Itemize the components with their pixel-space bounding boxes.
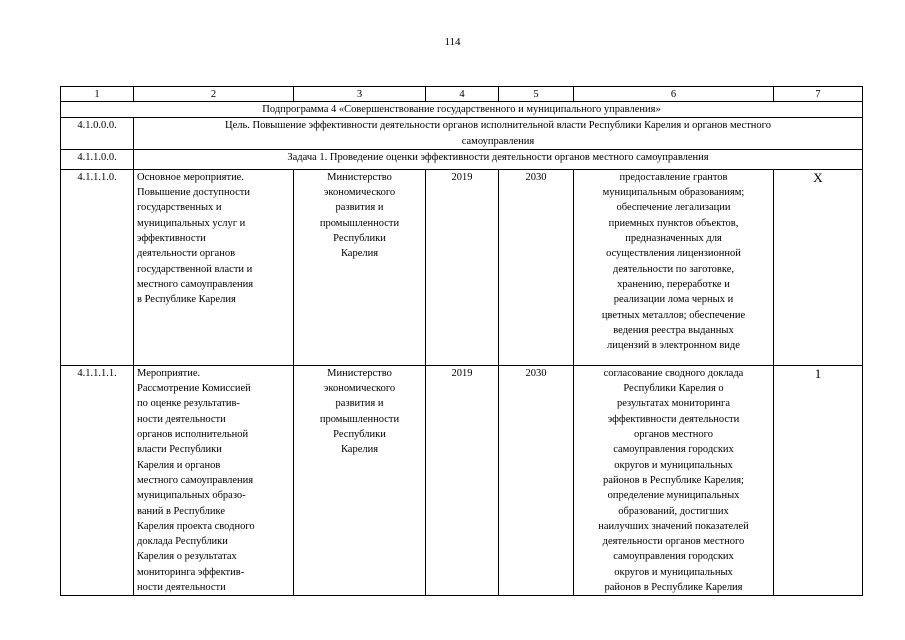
- cell-text-line: по оценке результатив-: [137, 398, 240, 410]
- cell-text-line: местного самоуправления: [137, 278, 254, 290]
- cell-text-line: эффективности: [137, 233, 206, 245]
- cell-text-line: власти Республики: [137, 444, 222, 456]
- cell-text-line: Рассмотрение Комиссией: [137, 383, 251, 395]
- cell-text-line: районов в Республике Карелия;: [603, 474, 744, 486]
- cell-text-line: реализации лома черных и: [613, 294, 734, 306]
- column-number-row: [61, 87, 863, 102]
- column-number: 6: [574, 87, 774, 102]
- row-link: X: [774, 169, 863, 365]
- cell-text-line: промышленности: [319, 217, 400, 229]
- cell-text-line: наилучших значений показателей: [598, 520, 749, 532]
- row-name: [134, 365, 294, 595]
- cell-text-line: органов местного: [634, 429, 713, 441]
- row-link: 1: [774, 365, 863, 595]
- cell-text-line: осуществления лицензионной: [606, 248, 741, 260]
- row-result: [574, 169, 774, 365]
- cell-text-line: деятельности по заготовке,: [613, 263, 734, 275]
- cell-text-line: муниципальных образо-: [137, 490, 246, 502]
- cell-text-line: округов и муниципальных: [614, 566, 733, 578]
- cell-text-line: доклада Республики: [137, 536, 228, 548]
- cell-text-line: Подпрограмма 4 «Совершенствование государственного и муниципального управления»: [262, 104, 661, 115]
- cell-text-line: хранению, переработке и: [617, 278, 730, 290]
- row-end-year: 2030: [499, 169, 574, 365]
- cell-text-line: Карелия и органов: [137, 459, 221, 471]
- cell-text-line: органов исполнительной: [137, 429, 249, 441]
- cell-text-line: эффективности деятельности: [607, 413, 740, 425]
- column-number: 7: [774, 87, 863, 102]
- cell-text-line: развития и: [335, 398, 384, 410]
- column-number: 4: [426, 87, 499, 102]
- cell-text-line: Карелия проекта сводного: [137, 520, 255, 532]
- cell-text-line: государственной власти и: [137, 263, 253, 275]
- cell-text-line: округов и муниципальных: [614, 459, 733, 471]
- cell-text-line: экономического: [323, 383, 396, 395]
- row-result: [574, 365, 774, 595]
- cell-text-line: ведения реестра выданных: [613, 324, 734, 336]
- column-number: 5: [499, 87, 574, 102]
- goal-text: [134, 118, 863, 150]
- cell-text-line: Министерство: [327, 171, 392, 183]
- cell-text-line: промышленности: [319, 413, 400, 425]
- row-start-year: 2019: [426, 169, 499, 365]
- cell-text-line: самоуправления: [461, 135, 535, 147]
- cell-text-line: деятельности органов местного: [602, 536, 745, 548]
- cell-text-line: в Республике Карелия: [137, 294, 236, 306]
- row-end-year: 2030: [499, 365, 574, 595]
- row-executor: [294, 169, 426, 365]
- cell-text-line: образований, достигших: [618, 505, 729, 517]
- column-number: 3: [294, 87, 426, 102]
- cell-text-line: приемных пунктов объектов,: [608, 217, 739, 229]
- cell-text-line: муниципальным образованиям;: [602, 187, 745, 199]
- goal-row: [61, 118, 863, 150]
- task-code: 4.1.1.0.0.: [61, 149, 134, 169]
- cell-text-line: развития и: [335, 202, 384, 214]
- cell-text-line: Карелия о результатах: [137, 551, 237, 563]
- cell-text-line: местного самоуправления: [137, 474, 254, 486]
- cell-text-line: лицензий в электронном виде: [607, 340, 740, 352]
- cell-text-line: Основное мероприятие.: [137, 171, 244, 183]
- cell-text-line: ности деятельности: [137, 413, 226, 425]
- cell-text-line: обеспечение легализации: [616, 202, 731, 214]
- subprogram-row: [61, 102, 863, 118]
- cell-text-line: Республики: [333, 429, 386, 441]
- task-row: [61, 149, 863, 169]
- cell-text-line: самоуправления городских: [613, 444, 734, 456]
- column-number: 2: [134, 87, 294, 102]
- cell-text-line: Повышение доступности: [137, 187, 250, 199]
- row-executor: [294, 365, 426, 595]
- cell-text-line: самоуправления городских: [613, 551, 734, 563]
- cell-text-line: предназначенных для: [625, 233, 722, 245]
- cell-text-line: предоставление грантов: [619, 171, 728, 183]
- row-code: 4.1.1.1.0.: [61, 169, 134, 365]
- cell-text-line: цветных металлов; обеспечение: [601, 309, 746, 321]
- row-name: [134, 169, 294, 365]
- cell-text-line: Республики: [333, 233, 386, 245]
- subprogram-title: [61, 102, 863, 118]
- cell-text-line: согласование сводного доклада: [603, 367, 744, 379]
- cell-text-line: Министерство: [327, 367, 392, 379]
- page-number: 114: [444, 36, 461, 48]
- cell-text-line: экономического: [323, 187, 396, 199]
- cell-text-line: Цель. Повышение эффективности деятельности органов исполнительной власти Республики Карелия и органов местного: [225, 120, 771, 132]
- cell-text-line: Карелия: [340, 444, 379, 456]
- cell-text-line: ваний в Республике: [137, 505, 225, 517]
- cell-text-line: государственных и: [137, 202, 222, 214]
- task-text: [134, 149, 863, 169]
- table-row: [61, 365, 863, 595]
- cell-text-line: муниципальных услуг и: [137, 217, 246, 229]
- program-table: [60, 86, 863, 596]
- row-code: 4.1.1.1.1.: [61, 365, 134, 595]
- cell-text-line: определение муниципальных: [607, 490, 740, 502]
- cell-text-line: ности деятельности: [137, 582, 226, 594]
- cell-text-line: деятельности органов: [137, 248, 236, 260]
- cell-text-line: Мероприятие.: [137, 367, 201, 379]
- goal-code: 4.1.0.0.0.: [61, 118, 134, 150]
- cell-text-line: результатах мониторинга: [616, 398, 731, 410]
- table-row: [61, 169, 863, 365]
- row-start-year: 2019: [426, 365, 499, 595]
- cell-text-line: Задача 1. Проведение оценки эффективности деятельности органов местного самоуправления: [287, 151, 709, 163]
- cell-text-line: районов в Республике Карелия: [604, 582, 743, 594]
- cell-text-line: Республики Карелия о: [623, 383, 724, 395]
- column-number: 1: [61, 87, 134, 102]
- cell-text-line: мониторинга эффектив-: [137, 566, 245, 578]
- cell-text-line: Карелия: [340, 248, 379, 260]
